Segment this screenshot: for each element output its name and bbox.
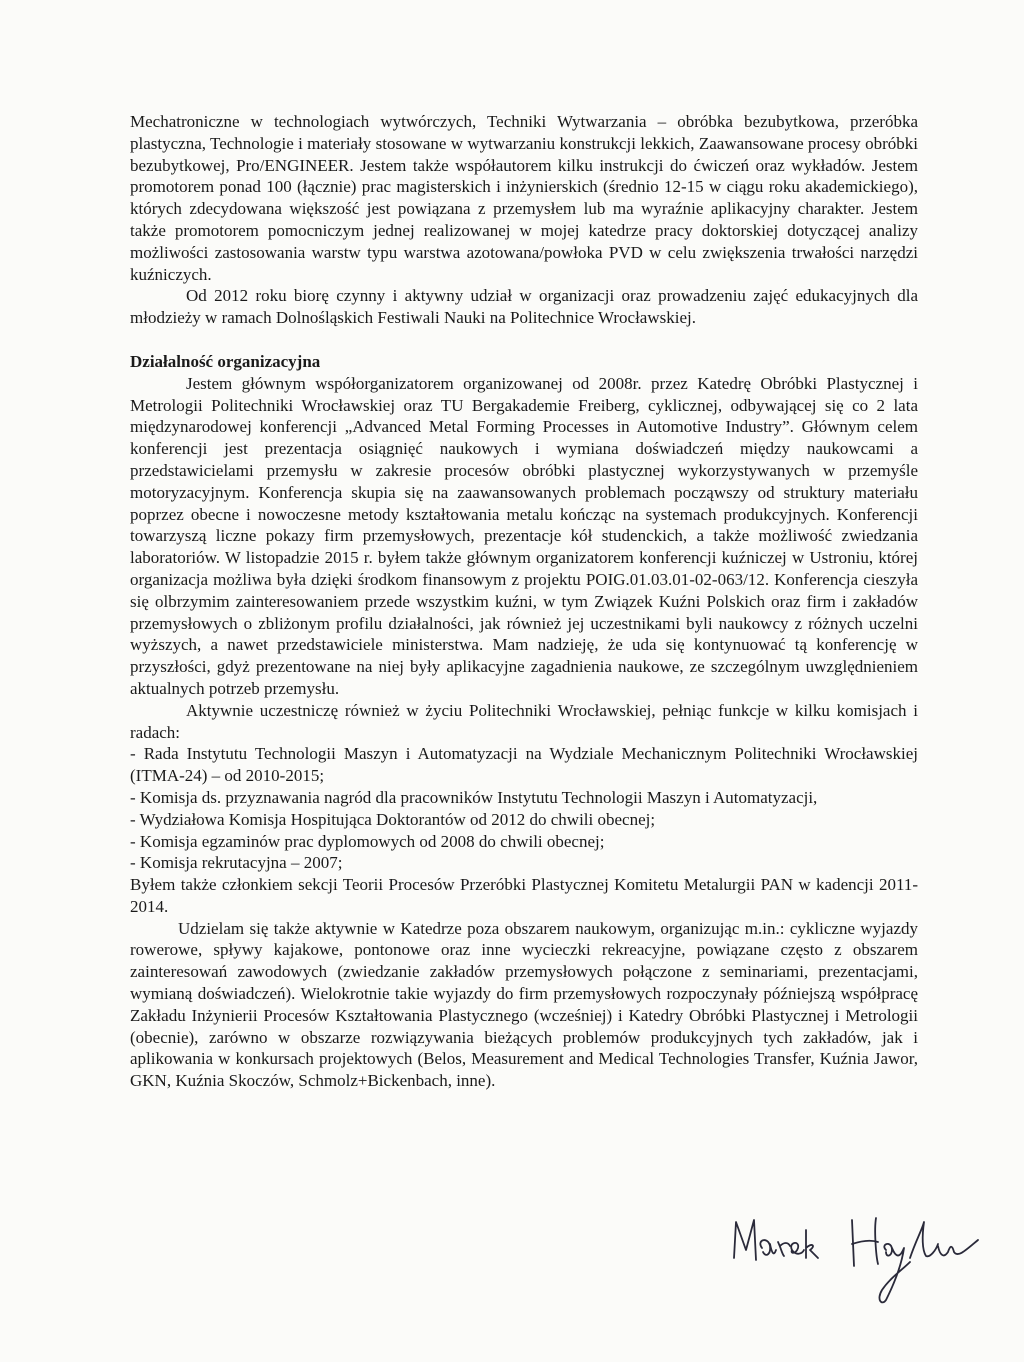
section-gap [130, 329, 918, 351]
list-item: - Komisja rekrutacyjna – 2007; [130, 853, 343, 873]
paragraph-extracurricular: Udzielam się także aktywnie w Katedrze poza obszarem naukowym, organizując m.in.: cykliczne wyjazdy rowerowe, spływy kajakowe, pontonowe oraz inne wycieczki rekreacyjne, powiązane często z obszarem zainteresowań zawodowych (zwiedzanie zakładów przemysłowych połączone z seminariami, prezentacjami, wymianą doświadczeń). Wielokrotnie takie wyjazdy do firm przemysłowych rozpoczynały późniejszą współpracę Zakładu Inżynierii Procesów Kształtowania Plastycznego (wcześniej) i Katedry Obróbki Plastycznej i Metrologii (obecnie), zarówno w obszarze rozwiązywania bieżących problemów produkcyjnych tych zakładów, jak i aplikowania w konkursach projektowych (Belos, Measurement and Medical Technologies Transfer, Kuźnia Jawor, GKN, Kuźnia Skoczów, Schmolz+Bickenbach, inne). [130, 918, 918, 1091]
list-item: - Wydziałowa Komisja Hospitująca Doktorantów od 2012 do chwili obecnej; [130, 809, 656, 829]
document-body [130, 111, 918, 1092]
list-item: - Rada Instytutu Technologii Maszyn i Automatyzacji na Wydziale Mechanicznym Politechniki Wrocławskiej (ITMA-24) – od 2010-2015; [130, 744, 918, 786]
list-item: - Komisja egzaminów prac dyplomowych od 2008 do chwili obecnej; [130, 831, 605, 851]
paragraph-conference: Jestem głównym współorganizatorem organizowanej od 2008r. przez Katedrę Obróbki Plastycznej i Metrologii Politechniki Wrocławskiej oraz TU Bergakademie Freiberg, cyklicznej, odbywającej się co 2 lata międzynarodowej konferencji „Advanced Metal Forming Processes in Automotive Industry”. Głównym celem konferencji jest prezentacja osiągnięć naukowych i wymiana doświadczeń między naukowcami a przedstawicielami przemysłu w zakresie procesów obróbki plastycznej wykorzystywanych w przemyśle motoryzacyjnym. Konferencja skupia się na zaawansowanych problemach począwszy od struktury materiału poprzez obecne i nowoczesne metody kształtowania metalu kończąc na systemach produkcyjnych. Konferencji towarzyszą liczne pokazy firm przemysłowych, prezentacje kół studenckich, a także możliwość zwiedzania laboratoriów. W listopadzie 2015 r. byłem także głównym organizatorem konferencji kuźniczej w Ustroniu, której organizacja możliwa była dzięki środkom finansowym z projektu POIG.01.03.01-02-063/12. Konferencja cieszyła się olbrzymim zainteresowaniem przede wszystkim kuźni, w tym Związek Kuźni Polskich oraz firm i zakładów przemysłowych o zbliżonym profilu działalności, jak również jej uczestnikami byli naukowcy z różnych uczelni wyższych, a nawet przedstawiciele ministerstwa. Mam nadzieję, że uda się kontynuować tą konferencję w przyszłości, gdyż prezentowane na niej były aplikacyjne zagadnienia naukowe, ze szczególnym uwzględnieniem aktualnych potrzeb przemysłu. [130, 373, 918, 698]
section-heading: Działalność organizacyjna [130, 351, 321, 371]
paragraph-committees-intro: Aktywnie uczestniczę również w życiu Politechniki Wrocławskiej, pełniąc funkcje w kilku komisjach i radach: [130, 700, 918, 742]
paragraph-teaching: Mechatroniczne w technologiach wytwórczych, Techniki Wytwarzania – obróbka bezubytkowa, przeróbka plastyczna, Technologie i materiały stosowane w wytwarzaniu konstrukcji lekkich, Zaawansowane procesy obróbki bezubytkowej, Pro/ENGINEER. Jestem także współautorem kilku instrukcji do ćwiczeń oraz wykładów. Jestem promotorem ponad 100 (łącznie) prac magisterskich i inżynierskich (średnio 12-15 w ciągu roku akademickiego), których zdecydowana większość jest powiązana z przemysłem lub ma wyraźnie aplikacyjny charakter. Jestem także promotorem pomocniczym jednej realizowanej w mojej katedrze pracy doktorskiej dotyczącej analizy możliwości zastosowania warstw typu warstwa azotowana/powłoka PVD w celu zwiększenia trwałości narzędzi kuźniczych. [130, 112, 918, 284]
list-item: - Komisja ds. przyznawania nagród dla pracowników Instytutu Technologii Maszyn i Automatyzacji, [130, 787, 818, 807]
paragraph-pan-committee: Byłem także członkiem sekcji Teorii Procesów Przeróbki Plastycznej Komitetu Metalurgii PAN w kadencji 2011-2014. [130, 875, 918, 916]
handwritten-signature [726, 1200, 986, 1310]
signature-drawing [726, 1200, 986, 1310]
paragraph-science-festival: Od 2012 roku biorę czynny i aktywny udział w organizacji oraz prowadzeniu zajęć edukacyjnych dla młodzieży w ramach Dolnośląskich Festiwali Nauki na Politechnice Wrocławskiej. [130, 286, 918, 328]
